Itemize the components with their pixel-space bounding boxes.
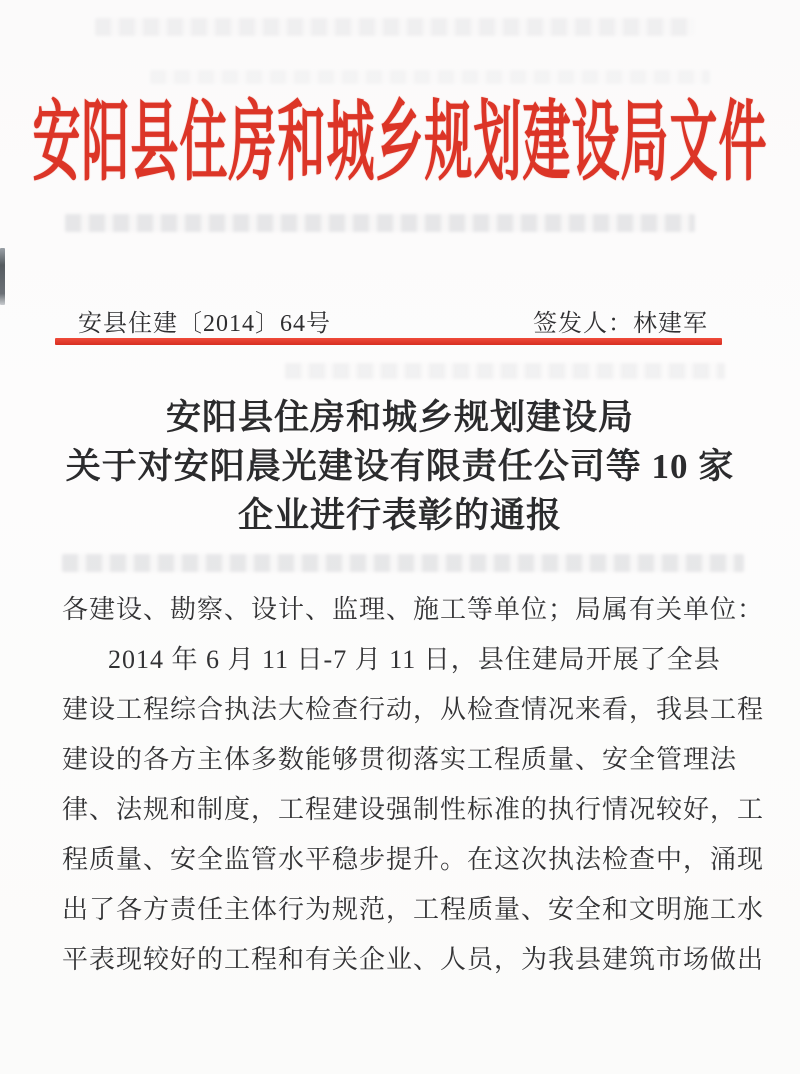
document-meta-row [0, 303, 800, 337]
red-separator-rule [55, 338, 722, 345]
scan-edge-artifact [0, 248, 5, 305]
bleed-through-artifact [95, 18, 695, 36]
body-line: 出了各方责任主体行为规范，工程质量、安全和文明施工水 [62, 895, 765, 924]
body-line: 律、法规和制度，工程建设强制性标准的执行情况较好，工 [62, 795, 765, 824]
document-body [62, 585, 765, 985]
issuer-name: 签发人：林建军 [533, 310, 708, 337]
letterhead [0, 62, 800, 207]
body-line: 建设工程综合执法大检查行动，从检查情况来看，我县工程 [62, 695, 765, 724]
document-title-line: 安阳县住房和城乡规划建设局 [165, 398, 634, 437]
document-title-line: 关于对安阳晨光建设有限责任公司等 10 家 [65, 447, 735, 486]
body-line: 建设的各方主体多数能够贯彻落实工程质量、安全管理法 [62, 745, 738, 774]
bleed-through-artifact [65, 214, 695, 232]
bleed-through-artifact [285, 363, 725, 379]
body-line: 平表现较好的工程和有关企业、人员，为我县建筑市场做出 [62, 945, 765, 974]
body-line: 程质量、安全监管水平稳步提升。在这次执法检查中，涌现 [62, 845, 765, 874]
bleed-through-artifact [62, 554, 744, 572]
body-line: 各建设、勘察、设计、监理、施工等单位；局属有关单位： [62, 595, 765, 624]
document-number: 安县住建〔2014〕64号 [78, 310, 331, 337]
letterhead-title: 安阳县住房和城乡规划建设局文件 [32, 95, 768, 192]
document-title [0, 393, 800, 540]
document-title-line: 企业进行表彰的通报 [237, 496, 562, 535]
body-line: 2014 年 6 月 11 日-7 月 11 日，县住建局开展了全县 [108, 645, 721, 674]
